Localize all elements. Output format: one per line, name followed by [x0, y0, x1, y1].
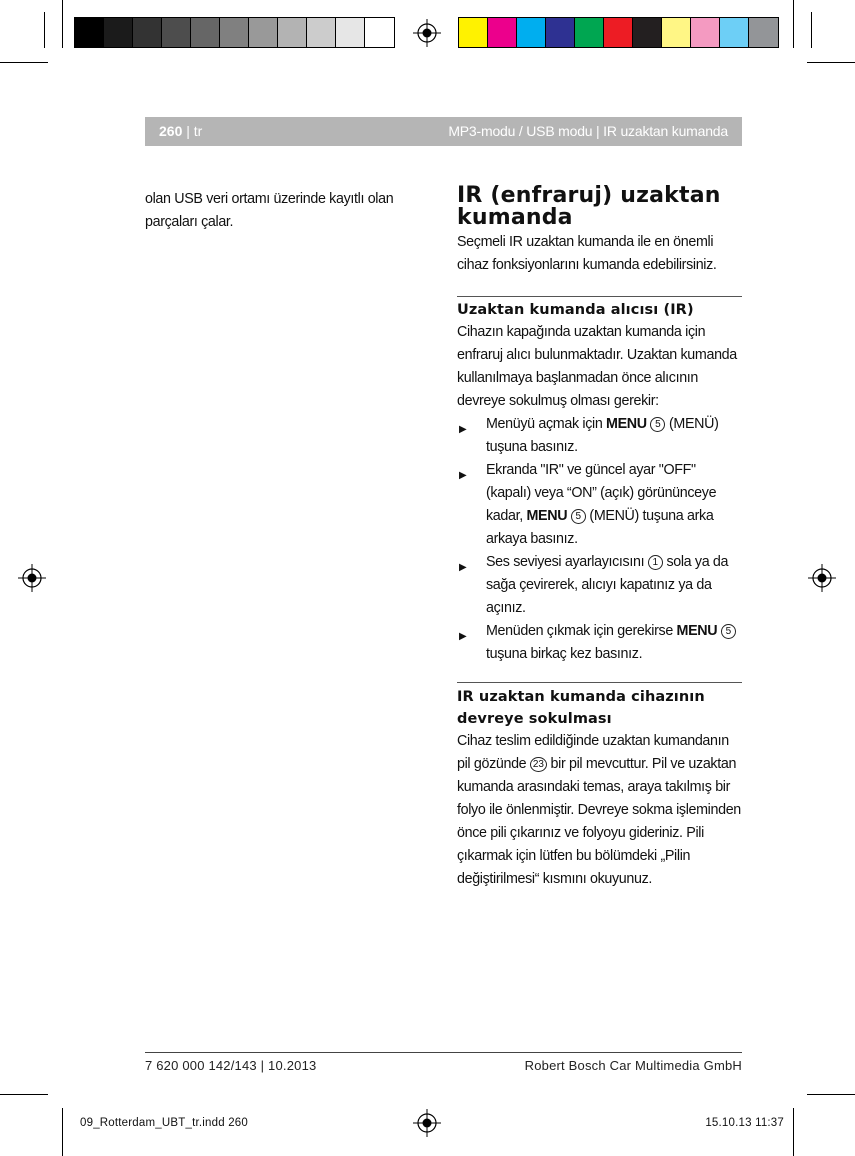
reference-number: 5: [721, 624, 736, 639]
section-heading: Uzaktan kumanda alıcısı (IR): [457, 302, 694, 318]
color-swatch: [633, 18, 662, 47]
footer-rule: [145, 1052, 742, 1053]
step-item: ▶ Ekranda "IR" ve güncel ayar "OFF" (kapalı) veya “ON” (açık) görününceye kadar, MENU 5 (MENÜ) tuşuna arka arkaya basınız.: [459, 462, 717, 547]
color-swatch: [749, 18, 778, 47]
page-header: [145, 117, 742, 146]
color-swatch: [133, 18, 162, 47]
color-swatch: [336, 18, 365, 47]
section-body: Cihazın kapağında uzaktan kumanda için enfraruj alıcı bulunmaktadır. Uzaktan kumanda kullanılmaya başlanmadan önce alıcının devreye sokulmuş olması gerekir:: [457, 324, 737, 409]
registration-mark-icon: [808, 564, 836, 592]
language-code: | tr: [186, 123, 203, 139]
color-swatch: [307, 18, 336, 47]
file-slug: 09_Rotterdam_UBT_tr.indd 260: [80, 1117, 248, 1129]
page-title: IR (enfraruj) uzaktan kumanda: [457, 183, 721, 230]
color-swatch: [546, 18, 575, 47]
color-swatch: [365, 18, 394, 47]
section-receiver: [457, 299, 742, 666]
color-bar: [458, 17, 779, 48]
section-heading: IR uzaktan kumanda cihazının devreye sokulması: [457, 689, 705, 727]
color-swatch: [220, 18, 249, 47]
color-swatch: [191, 18, 220, 47]
reference-number: 23: [530, 757, 547, 772]
color-swatch: [278, 18, 307, 47]
registration-mark-icon: [18, 564, 46, 592]
bullet-arrow-icon: ▶: [459, 631, 467, 642]
menu-key: MENU: [526, 508, 568, 524]
date-slug: 15.10.13 11:37: [705, 1117, 784, 1129]
color-swatch: [604, 18, 633, 47]
color-swatch: [517, 18, 546, 47]
step-item: ▶ Menüyü açmak için MENU 5 (MENÜ) tuşuna basınız.: [459, 416, 719, 455]
gray-color-bar: [74, 17, 395, 48]
reference-number: 5: [650, 417, 665, 432]
publisher: Robert Bosch Car Multimedia GmbH: [524, 1058, 742, 1073]
page-number: 260: [159, 123, 183, 139]
color-swatch: [575, 18, 604, 47]
section-body: Cihaz teslim edildiğinde uzaktan kumandanın pil gözünde 23 bir pil mevcuttur. Pil ve uzaktan kumanda arasındaki temas, araya takılmış bir folyo ile önlenmiştir. Devreye sokma işleminden önce pili çıkarınız ve folyoyu gideriniz. Pili çıkarmak için lütfen bu bölümdeki „Pilin değiştirilmesi“ kısmını okuyunuz.: [457, 733, 741, 887]
color-swatch: [720, 18, 749, 47]
bullet-arrow-icon: ▶: [459, 562, 467, 573]
steps-list: [457, 413, 742, 666]
left-column-text: olan USB veri ortamı üzerinde kayıtlı olan parçaları çalar.: [145, 191, 394, 230]
menu-key: MENU: [606, 416, 647, 432]
registration-mark-icon: [413, 19, 441, 47]
color-swatch: [691, 18, 720, 47]
step-item: ▶ Ses seviyesi ayarlayıcısını 1 sola ya da sağa çevirerek, alıcıyı kapatınız ya da açınız.: [459, 554, 729, 616]
reference-number: 5: [571, 509, 586, 524]
step-item: ▶ Menüden çıkmak için gerekirse MENU 5 tuşuna birkaç kez basınız.: [457, 620, 742, 666]
menu-key: MENU: [676, 623, 718, 639]
registration-mark-icon: [413, 1109, 441, 1137]
section-divider: [457, 296, 742, 297]
color-swatch: [459, 18, 488, 47]
document-number: 7 620 000 142/143 | 10.2013: [145, 1058, 317, 1073]
color-swatch: [104, 18, 133, 47]
color-swatch: [75, 18, 104, 47]
color-swatch: [488, 18, 517, 47]
reference-number: 1: [648, 555, 663, 570]
bullet-arrow-icon: ▶: [459, 424, 467, 435]
color-swatch: [662, 18, 691, 47]
bullet-arrow-icon: ▶: [459, 470, 467, 481]
color-swatch: [162, 18, 191, 47]
color-swatch: [249, 18, 278, 47]
section-activation: [457, 686, 742, 891]
section-title: MP3-modu / USB modu | IR uzaktan kumanda: [448, 123, 728, 139]
section-divider: [457, 682, 742, 683]
main-column: [457, 185, 742, 277]
intro-paragraph: Seçmeli IR uzaktan kumanda ile en önemli cihaz fonksiyonlarını kumanda edebilirsiniz.: [457, 234, 717, 273]
